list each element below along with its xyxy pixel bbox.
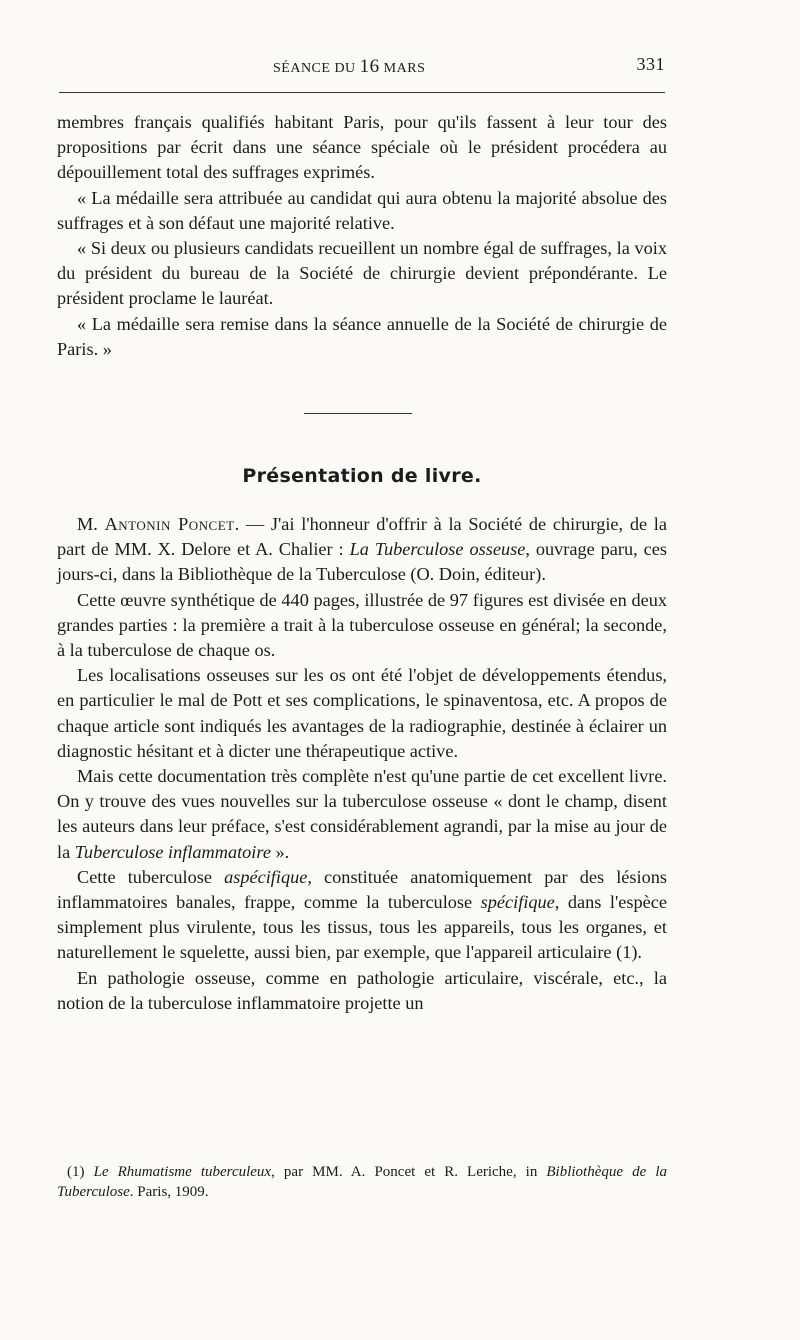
- section-separator: [304, 413, 412, 414]
- paragraph: Cette tuberculose aspécifique, constituée anatomiquement par des lésions inflammatoires banales, frappe, comme la tuberculose spécifique, dans l'espèce simplement plus virulente, tous les tissus, tous les appareils, tous les organes, et naturellement le squelette, aussi bien, par exemple, que l'appareil articulaire (1).: [57, 866, 667, 963]
- speaker-name: Antonin Poncet: [104, 514, 235, 534]
- paragraph: « Si deux ou plusieurs candidats recueillent un nombre égal de suffrages, la voix du président du bureau de la Société de chirurgie devient prépondérante. Le président proclame le lauréat.: [57, 238, 667, 309]
- running-header: [57, 52, 667, 76]
- paragraph: Mais cette documentation très complète n'est qu'une partie de cet excellent livre. On y trouve des vues nouvelles sur la tuberculose osseuse « dont le champ, disent les auteurs dans leur préface, s'est considérablement agrandi, par la mise au jour de la Tuberculose inflammatoire ».: [57, 766, 667, 862]
- regulation-text: [57, 110, 667, 362]
- paragraph: « La médaille sera remise dans la séance annuelle de la Société de chirurgie de Paris. »: [57, 313, 667, 359]
- paragraph: « La médaille sera attribuée au candidat qui aura obtenu la majorité absolue des suffrages et à son défaut une majorité relative.: [57, 187, 667, 233]
- section-title: Présentation de livre.: [242, 465, 482, 487]
- paragraph: Cette œuvre synthétique de 440 pages, illustrée de 97 figures est divisée en deux grandes parties : la première a trait à la tuberculose osseuse en général; la seconde, à la tuberculose de chaque os.: [57, 589, 667, 661]
- running-title: SÉANCE DU 16 MARS: [273, 56, 426, 77]
- header-rule: [59, 92, 665, 93]
- paragraph: membres français qualifiés habitant Paris, pour qu'ils fassent à leur tour des propositions par écrit dans une séance spéciale où le président procédera au dépouillement total des suffrages exprimés.: [57, 112, 667, 183]
- footnote: (1) Le Rhumatisme tuberculeux, par MM. A. Poncet et R. Leriche, in Bibliothèque de la Tuberculose. Paris, 1909.: [57, 1164, 667, 1200]
- book-title: La Tuberculose osseuse: [349, 539, 526, 560]
- paragraph: M. Antonin Poncet. — J'ai l'honneur d'offrir à la Société de chirurgie, de la part de MM. X. Delore et A. Chalier : La Tuberculose osseuse, ouvrage paru, ces jours-ci, dans la Bibliothèque de la Tuberculose (O. Doin, éditeur).: [57, 514, 667, 585]
- book-presentation: [57, 512, 667, 1016]
- paragraph: En pathologie osseuse, comme en pathologie articulaire, viscérale, etc., la notion de la tuberculose inflammatoire projette un: [57, 967, 667, 1013]
- page-number: 331: [636, 54, 665, 74]
- paragraph: Les localisations osseuses sur les os ont été l'objet de développements étendus, en particulier le mal de Pott et ses complications, le spinaventosa, etc. A propos de chaque article sont indiqués les avantages de la radiographie, destinée à éclairer un diagnostic hésitant et à dicter une thérapeutique active.: [57, 665, 667, 761]
